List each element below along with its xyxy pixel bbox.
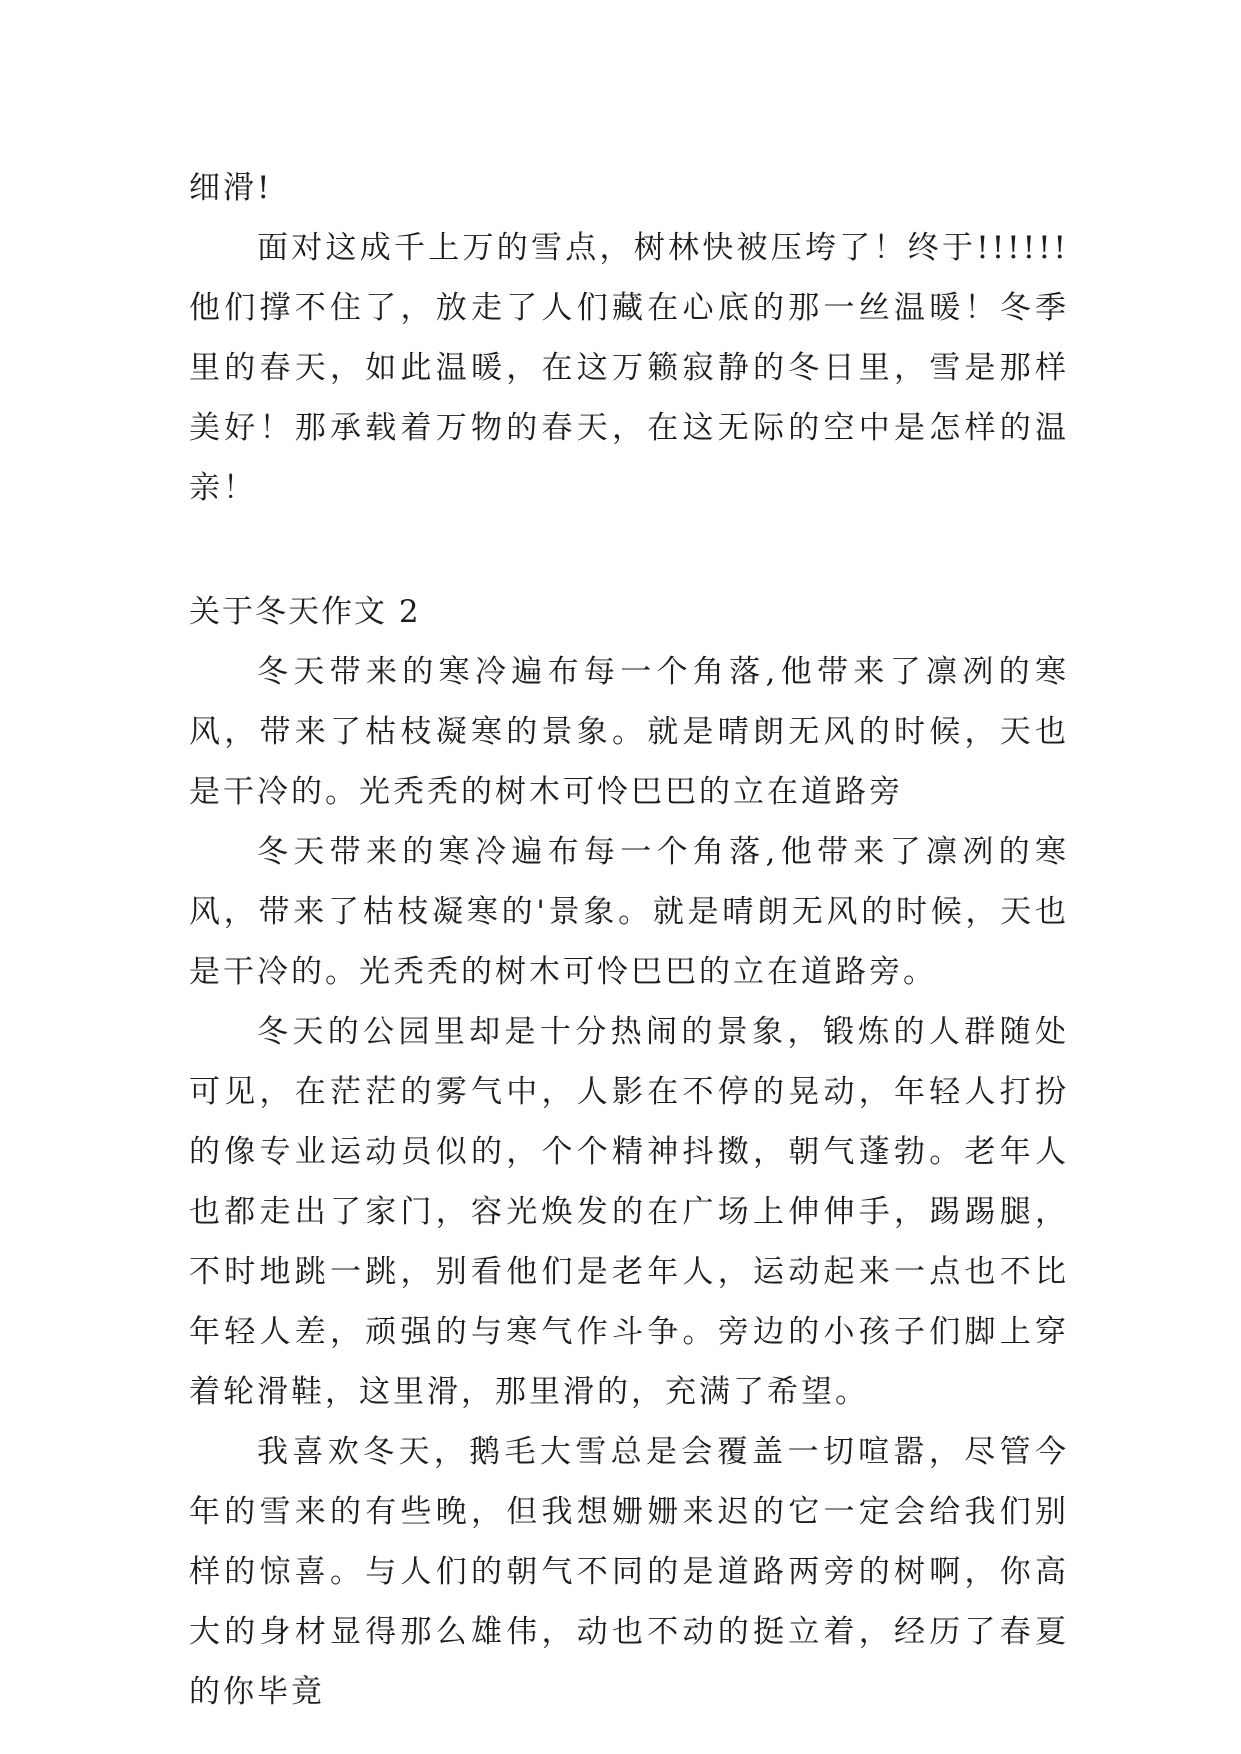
section-spacer	[189, 518, 1069, 582]
paragraph-winter-cold-1: 冬天带来的寒冷遍布每一个角落,他带来了凛冽的寒风，带来了枯枝凝寒的景象。就是晴朗无风的时候，天也是干冷的。光秃秃的树木可怜巴巴的立在道路旁	[189, 654, 1069, 810]
paragraph-continuation: 细滑!	[189, 170, 273, 206]
paragraph-park: 冬天的公园里却是十分热闹的景象，锻炼的人群随处可见，在茫茫的雾气中，人影在不停的晃动，年轻人打扮的像专业运动员似的，个个精神抖擞，朝气蓬勃。老年人也都走出了家门，容光焕发的在广场上伸伸手，踢踢腿，不时地跳一跳，别看他们是老年人，运动起来一点也不比年轻人差，顽强的与寒气作斗争。旁边的小孩子们脚上穿着轮滑鞋，这里滑，那里滑的，充满了希望。	[189, 1014, 1069, 1410]
paragraph-winter-cold-2: 冬天带来的寒冷遍布每一个角落,他带来了凛冽的寒风，带来了枯枝凝寒的'景象。就是晴朗无风的时候，天也是干冷的。光秃秃的树木可怜巴巴的立在道路旁。	[189, 834, 1069, 990]
document-text	[189, 158, 1069, 1722]
paragraph-snow: 面对这成千上万的雪点，树林快被压垮了！终于!!!!!!他们撑不住了，放走了人们藏在心底的那一丝温暖！冬季里的春天，如此温暖，在这万籁寂静的冬日里，雪是那样美好！那承载着万物的春天，在这无际的空中是怎样的温亲！	[189, 230, 1069, 506]
section-heading: 关于冬天作文 2	[189, 594, 421, 630]
paragraph-snow-trees: 我喜欢冬天，鹅毛大雪总是会覆盖一切喧嚣，尽管今年的雪来的有些晚，但我想姗姗来迟的它一定会给我们别样的惊喜。与人们的朝气不同的是道路两旁的树啊，你高大的身材显得那么雄伟，动也不动的挺立着，经历了春夏的你毕竟	[189, 1434, 1069, 1710]
